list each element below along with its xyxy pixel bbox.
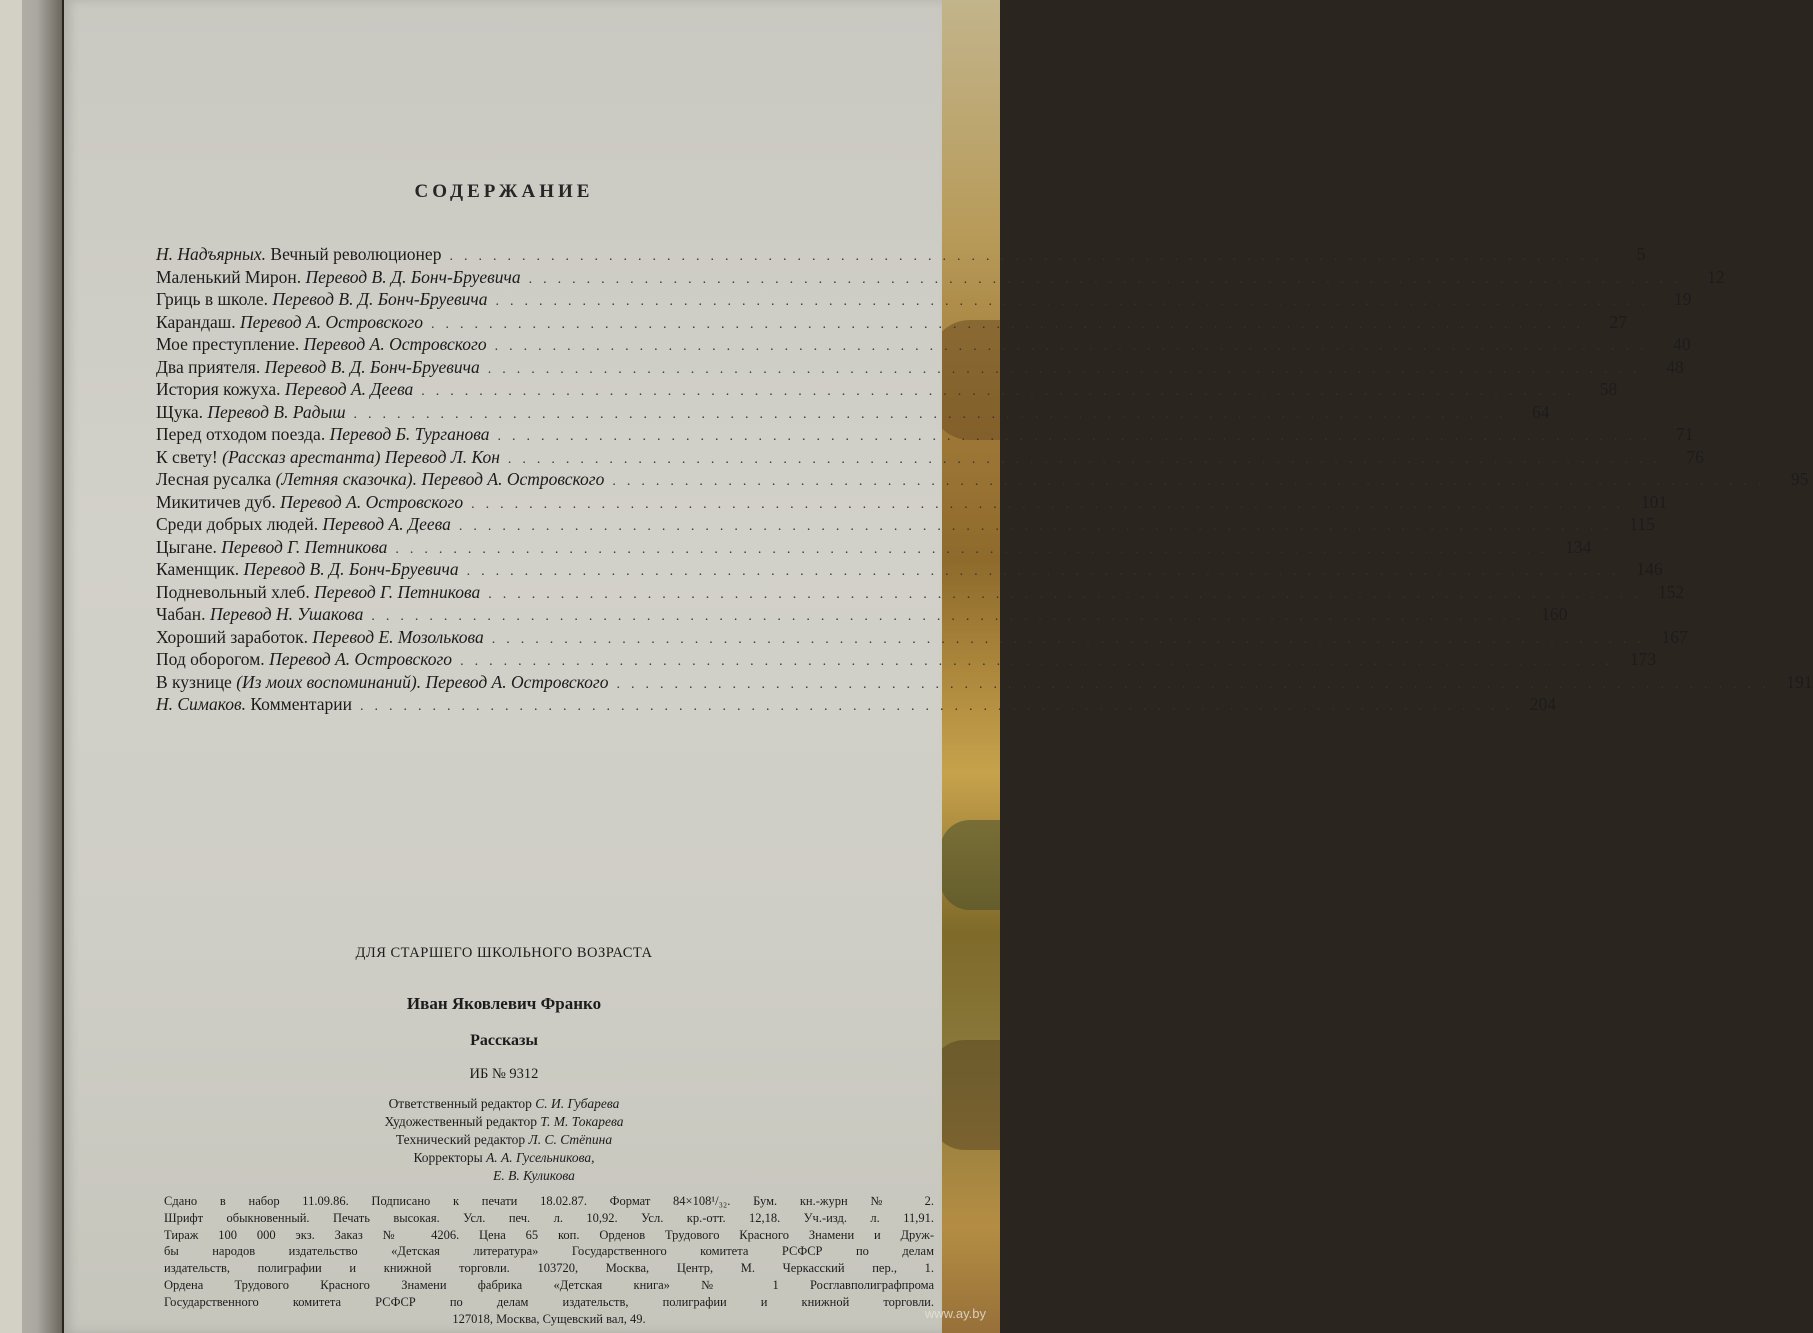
dot-leader: ................................................................................ [431,316,1591,332]
toc-page-number: 160 [1541,604,1568,624]
credit-line [64,1131,944,1149]
toc-entry [156,356,1684,379]
toc-entry-text: В кузнице [156,671,237,692]
colophon-line: бы народов издательство «Детская литература» Государственного комитета РСФСР по делам [164,1244,934,1259]
credit-role: Технический редактор [395,1132,529,1147]
toc-entry-text: Щука. [156,401,208,422]
dot-leader: ................................................................................ [507,451,1668,467]
book-title: Рассказы [470,1032,538,1049]
toc-entry-text: Перевод А. Деева [284,379,414,399]
toc-page-number: 115 [1629,514,1655,534]
toc-entry-title [156,581,480,604]
toc-entry-title [156,536,387,559]
credit-line [64,1167,944,1185]
toc-entry [156,491,1668,514]
dot-leader: ................................................................................ [466,564,1627,579]
credit-name: Е. В. Куликова [493,1168,575,1183]
toc-entry-text: Хороший заработок. [156,626,313,647]
toc-entry [156,513,1655,536]
dot-leader: ................................................................................ [488,586,1649,602]
toc-entry-text: Перевод А. Островского [240,311,423,332]
toc-entry-title [156,558,459,581]
author-name: Иван Яковлевич Франко [406,994,602,1013]
toc-entry-title [156,333,487,356]
toc-entry [156,558,1663,581]
credit-role: Художественный редактор [384,1114,541,1129]
toc-entry-text: (Летняя сказочка). [275,469,422,489]
toc-page-number: 204 [1529,694,1556,714]
toc-entry-title [156,671,609,694]
colophon-line: Тираж 100 000 экз. Заказ № 4206. Цена 65 коп. Орденов Трудового Красного Знамени и Друж- [164,1227,934,1242]
toc-entry-title [156,266,521,289]
toc-entry-text: Перевод А. Островского [425,671,609,692]
toc-entry-title [156,311,423,334]
toc-entry [156,603,1568,626]
toc-entry-text: К свету! [156,446,223,467]
toc-entry-text: Каменщик. [156,559,244,579]
colophon-line: издательств, полиграфии и книжной торговли. 103720, Москва, Центр, М. Черкасский пер., 1. [164,1261,934,1276]
facing-page-edge [0,0,22,1333]
toc-page-number: 19 [1673,289,1692,309]
dot-leader: ................................................................................ [616,676,1777,692]
toc-entry-text: Микитичев дуб. [156,491,281,512]
toc-page-number: 12 [1707,266,1725,287]
toc-entry-text: Маленький Мирон. [156,266,306,287]
table-of-contents [156,243,1813,716]
editorial-credits [64,1095,944,1185]
toc-entry-text: Перевод Б. Турганова [329,424,490,444]
toc-entry-text: (Из моих воспоминаний). [236,671,426,692]
toc-entry-text: Перевод В. Д. Бонч-Бруевича [305,266,521,287]
toc-page-number: 48 [1666,356,1684,377]
toc-entry-text: Подневольный хлеб. [156,581,315,602]
toc-entry-title [156,648,452,671]
ib-number: ИБ № 9312 [469,1066,539,1082]
toc-entry-title [156,401,346,424]
toc-entry-text: Перевод Г. Петникова [221,536,388,557]
credit-role: Ответственный редактор [388,1096,536,1111]
credit-line [64,1149,944,1167]
toc-entry-title [156,513,451,536]
toc-entry-title [156,693,352,716]
colophon-line: Шрифт обыкновенный. Печать высокая. Усл. печ. л. 10,92. Усл. кр.-отт. 12,18. Уч.-изд. л. 11,91. [164,1210,934,1225]
toc-entry-text: Перевод А. Островского [280,491,464,512]
toc-page-number: 146 [1636,559,1663,579]
toc-page-number: 152 [1658,581,1685,602]
dot-leader: ................................................................................ [460,654,1621,669]
dot-leader: ................................................................................ [494,339,1655,354]
toc-entry-text: Перевод Л. Кон [384,446,500,467]
toc-entry-text: Комментарии [245,694,352,714]
toc-page-number: 64 [1532,401,1550,422]
toc-entry-text: Два приятеля. [156,356,265,377]
toc-entry-text: Перевод А. Островского [269,649,453,669]
dot-leader: ................................................................................ [449,249,1610,264]
watermark: www.ay.by [924,1306,986,1321]
colophon-line: 127018, Москва, Сущевский вал, 49. [452,1311,646,1326]
toc-entry-title [156,378,413,401]
toc-page-number: 76 [1686,446,1704,467]
toc-page-number: 167 [1661,626,1688,647]
toc-entry [156,378,1618,401]
toc-page-number: 58 [1599,379,1618,399]
toc-entry-text: Перевод Е. Мозолькова [312,626,484,647]
dot-leader: ................................................................................ [359,699,1520,714]
credit-name: А. А. Гусельникова, [486,1150,595,1165]
toc-page-number: 95 [1790,469,1809,489]
toc-entry-text: Карандаш. [156,311,240,332]
toc-entry-text: (Рассказ арестанта) [222,446,385,467]
toc-entry [156,626,1688,649]
toc-entry-text: Перевод В. Радыш [207,401,346,422]
toc-entry-text: Н. Надъярных. [156,244,267,264]
toc-entry-text: Перевод Н. Ушакова [209,604,364,624]
toc-entry [156,266,1725,289]
toc-entry [156,648,1657,671]
toc-entry [156,693,1556,716]
dot-leader: ................................................................................ [612,474,1773,489]
toc-entry-title [156,288,487,311]
toc-entry [156,243,1646,266]
toc-entry-title [156,423,490,446]
colophon-line: Ордена Трудового Красного Знамени фабрика «Детская книга» № 1 Росглавполиграфпрома [164,1277,934,1292]
toc-entry [156,671,1813,694]
credit-line [64,1095,944,1113]
colophon-line: Сдано в набор 11.09.86. Подписано к печати 18.02.87. Формат 84×108¹/₃₂. Бум. кн.-журн № 2. [164,1194,934,1208]
toc-entry-text: Цыгане. [156,536,222,557]
toc-entry-text: Н. Симаков. [156,694,246,714]
toc-entry [156,536,1592,559]
credit-name: Т. М. Токарева [540,1114,624,1129]
dot-leader: ................................................................................ [353,406,1514,422]
toc-entry-text: Лесная русалка [156,469,276,489]
dot-leader: ................................................................................ [421,384,1582,399]
toc-entry-text: Мое преступление. [156,334,304,354]
toc-entry-text: Перевод Г. Петникова [314,581,481,602]
dot-leader: ................................................................................ [471,496,1632,512]
dot-leader: ................................................................................ [487,361,1648,377]
toc-entry-text: Перед отходом поезда. [156,424,330,444]
toc-entry [156,468,1809,491]
toc-page-number: 5 [1636,244,1646,264]
toc-entry [156,446,1704,469]
age-group-label: ДЛЯ СТАРШЕГО ШКОЛЬНОГО ВОЗРАСТА [355,945,653,961]
toc-entry-text: Чабан. [156,604,210,624]
toc-entry-title [156,491,463,514]
toc-page-number: 134 [1565,536,1592,557]
toc-entry-title [156,603,363,626]
toc-page-number: 191 [1786,671,1813,692]
credit-line [64,1113,944,1131]
credit-role: Корректоры [413,1150,487,1165]
colophon [164,1193,934,1327]
toc-entry [156,423,1694,446]
toc-entry-text: Под оборогом. [156,649,270,669]
dot-leader: ................................................................................ [491,631,1652,647]
toc-entry [156,311,1627,334]
toc-entry-text: Перевод В. Д. Бонч-Бруевича [272,289,488,309]
dot-leader: ................................................................................ [458,519,1619,534]
credit-name: Л. С. Стёпина [528,1132,613,1147]
toc-entry-title [156,243,441,266]
dot-leader: ................................................................................ [395,541,1556,557]
toc-entry-text: Перевод А. Островского [303,334,487,354]
toc-entry-text: Перевод В. Д. Бонч-Бруевича [243,559,459,579]
toc-entry-text: Перевод А. Островского [421,469,605,489]
cover-ornament [940,820,1000,910]
dot-leader: ................................................................................ [528,271,1689,287]
credit-name: С. И. Губарева [535,1096,620,1111]
toc-page-number: 101 [1640,491,1668,512]
toc-page-number: 27 [1609,311,1627,332]
toc-entry-text: Перевод В. Д. Бонч-Бруевича [264,356,480,377]
toc-entry [156,581,1685,604]
toc-entry [156,401,1550,424]
toc-entry-text: Гриць в школе. [156,289,273,309]
toc-entry-title [156,356,480,379]
dot-leader: ................................................................................ [497,429,1658,444]
toc-entry-text: Вечный революционер [266,244,442,264]
toc-entry [156,333,1691,356]
toc-page-number: 40 [1673,334,1691,354]
toc-entry-text: Перевод А. Деева [322,514,451,534]
toc-page-number: 71 [1676,424,1694,444]
colophon-line: Государственного комитета РСФСР по делам издательств, полиграфии и книжной торговли. [164,1294,934,1309]
toc-entry-title [156,626,484,649]
toc-entry-title [156,446,500,469]
toc-entry [156,288,1692,311]
toc-entry-text: Среди добрых людей. [156,514,323,534]
toc-page-number: 173 [1629,649,1657,669]
toc-entry-text: История кожуха. [156,379,285,399]
dot-leader: ................................................................................ [371,609,1532,624]
toc-entry-title [156,468,604,491]
dot-leader: ................................................................................ [495,294,1656,309]
toc-heading: СОДЕРЖАНИЕ [414,181,594,202]
